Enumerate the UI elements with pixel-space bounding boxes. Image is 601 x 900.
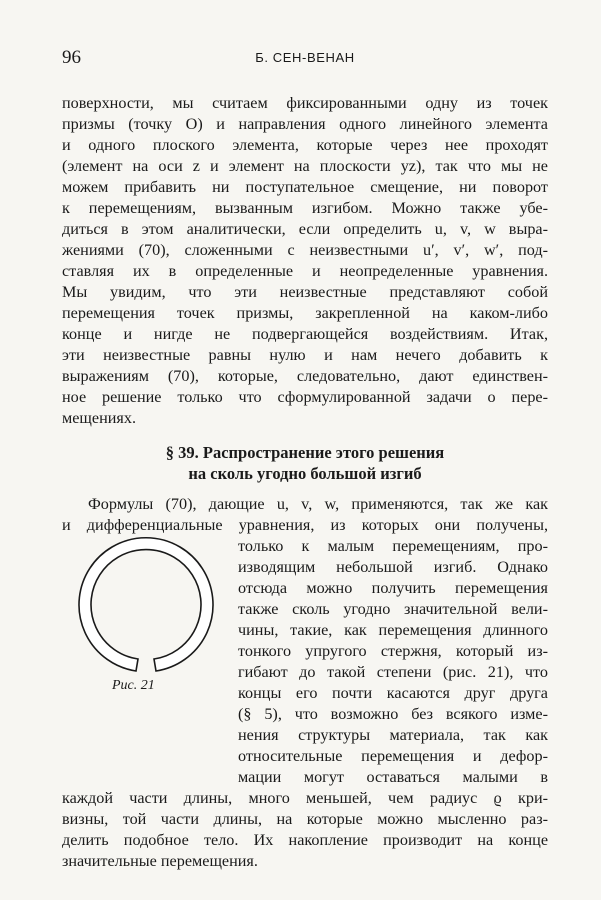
text-line: гибают до такой степени (рис. 21), что [238,663,548,681]
text-line: к перемещениям, вызванным изгибом. Можно также убе- [62,199,548,217]
page-header [62,47,548,73]
page-number: 96 [62,47,81,68]
text-line: ставляя их в определенные и неопределенные уравнения. [62,262,548,280]
text-line: поверхности, мы считаем фиксированными одну из точек [62,94,548,112]
text-line: Формулы (70), дающие u, v, w, применяются, так же как [88,495,548,513]
figure-21 [64,528,228,678]
running-head: Б. СЕН-ВЕНАН [255,50,355,65]
text-line: можем прибавить ни поступательное смещение, ни поворот [62,178,548,196]
text-line: жениями (70), сложенными с неизвестными u′, v′, w′, под- [62,241,548,259]
text-line: выражениям (70), которые, следовательно, дают единствен- [62,367,548,385]
text-line: перемещения точек призмы, закрепленной на каком-либо [62,304,548,322]
figure-caption: Рис. 21 [112,678,155,693]
text-line: тонкого упругого стержня, который из- [238,642,548,660]
text-line: относительные перемещения и дефор- [238,747,548,765]
text-line: только к малым перемещениям, про- [238,537,548,555]
text-line: (элемент на оси z и элемент на плоскости yz), так что мы не [62,157,548,175]
text-line: и дифференциальные уравнения, из которых они получены, [62,516,548,534]
text-line: диться в этом аналитически, если определить u, v, w выра- [62,220,548,238]
text-line: чины, такие, как перемещения длинного [238,621,548,639]
text-line: отсюда можно получить перемещения [238,579,548,597]
text-line: эти неизвестные равны нулю и нам нечего добавить к [62,346,548,364]
section-heading-line-1: § 39. Распространение этого решения [165,443,445,462]
text-line: визны, той части длины, на которые можно мысленно раз- [62,810,548,828]
text-line: конце и нигде не подвергающейся воздействиям. Итак, [62,325,548,343]
text-line: мации могут оставаться малыми в [238,768,548,786]
section-heading-line-2: на сколь угодно большой изгиб [188,464,422,483]
text-line: также сколь угодно значительной вели- [238,600,548,618]
text-line: концы его почти касаются друг друга [238,684,548,702]
text-line: изводящим небольшой изгиб. Однако [238,558,548,576]
text-line: каждой части длины, много меньшей, чем радиус ϱ кри- [62,789,548,807]
bent-ring-figure-icon [64,528,228,678]
text-line: делить подобное тело. Их накопление производит на конце [62,831,548,849]
text-line: нения структуры материала, так как [238,726,548,744]
text-line: Мы увидим, что эти неизвестные представляют собой [62,283,548,301]
text-line: мещениях. [62,409,136,427]
text-line: ное решение только что сформулированной задачи о пере- [62,388,548,406]
text-line: призмы (точку O) и направления одного линейного элемента [62,115,548,133]
text-line: (§ 5), что возможно без всякого изме- [238,705,548,723]
text-line: и одного плоского элемента, которые через нее проходят [62,136,548,154]
text-line: значительные перемещения. [62,852,258,870]
